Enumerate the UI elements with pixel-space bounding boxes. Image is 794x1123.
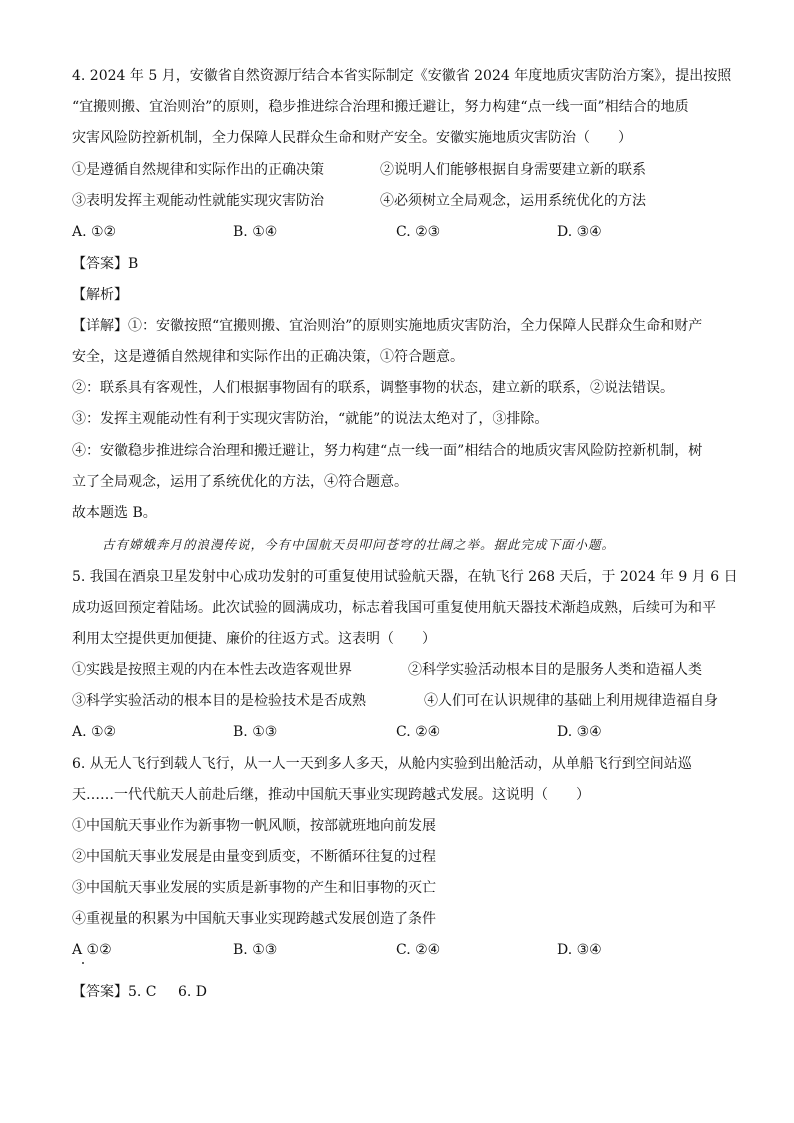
q6-option-a: A ①② [72,942,112,958]
q4-detail-line-2: 安全，这是遵循自然规律和实际作出的正确决策，①符合题意。 [72,349,464,365]
q4-detail-line-1 [72,316,702,336]
answer-value: B [128,256,139,272]
q4-option-d: D. ③④ [557,224,602,240]
q6-item-2: ②中国航天事业发展是由量变到质变，不断循环往复的过程 [72,849,436,865]
q5-option-b: B. ①③ [233,724,278,740]
q4-detail-line-5: ④：安徽稳步推进综合治理和搬迁避让，努力构建“点一线一面”相结合的地质灾害风险防控新机制，树 [72,443,703,459]
stray-dot [82,962,84,964]
detail-text: ①：安徽按照“宜搬则搬、宜治则治”的原则实施地质灾害防治，全力保障人民群众生命和财产 [128,318,703,334]
q4-stem-line-1: 4. 2024 年 5 月，安徽省自然资源厅结合本省实际制定《安徽省 2024 年度地质灾害防治方案》，提出按照 [72,68,732,84]
q5-option-a: A. ①② [72,724,117,740]
q5-items-row-2 [72,691,732,711]
q6-option-c: C. ②④ [396,942,441,958]
q5-stem-line-1: 5. 我国在酒泉卫星发射中心成功发射的可重复使用试验航天器，在轨飞行 268 天后，于 2024 年 9 月 6 日 [72,569,738,585]
q4-option-b: B. ①④ [233,224,278,240]
q5-option-d: D. ③④ [557,724,602,740]
detail-tag: 【详解】 [72,318,128,334]
q5-item-2: ②科学实验活动根本目的是服务人类和造福人类 [408,662,702,678]
q5-item-4: ④人们可在认识规律的基础上利用规律造福自身 [424,693,718,709]
q4-item-1: ①是遵循自然规律和实际作出的正确决策 [72,162,324,178]
q5-q6-answer [72,982,732,1002]
q6-item-3: ③中国航天事业发展的实质是新事物的产生和旧事物的灭亡 [72,880,436,896]
q4-item-4: ④必须树立全局观念，运用系统优化的方法 [380,193,646,209]
q4-answer [72,254,138,274]
q4-detail-line-7: 故本题选 B。 [72,505,157,521]
q6-option-d: D. ③④ [557,942,602,958]
q4-option-a: A. ①② [72,224,117,240]
q5-option-c: C. ②④ [396,724,441,740]
q4-analysis-tag: 【解析】 [72,287,128,303]
q6-stem-line-2: 天……一代代航天人前赴后继，推动中国航天事业实现跨越式发展。这说明（ ） [72,787,590,803]
q6-options [72,940,732,960]
q5-stem-line-2: 成功返回预定着陆场。此次试验的圆满成功，标志着我国可重复使用航天器技术渐趋成熟，后续可为和平 [72,600,716,616]
answer-5: 5. C [128,984,157,1000]
q4-stem-line-3: 灾害风险防控新机制，全力保障人民群众生命和财产安全。安徽实施地质灾害防治（ ） [72,130,632,146]
q4-detail-line-4: ③：发挥主观能动性有利于实现灾害防治，“就能”的说法太绝对了，③排除。 [72,411,549,427]
answer-tag: 【答案】 [72,256,128,272]
q4-detail-line-6: 立了全局观念，运用了系统优化的方法，④符合题意。 [72,474,408,490]
q6-stem-line-1: 6. 从无人飞行到载人飞行，从一人一天到多人多天，从舱内实验到出舱活动，从单船飞行到空间站巡 [72,756,692,772]
q6-item-4: ④重视量的积累为中国航天事业实现跨越式发展创造了条件 [72,911,436,927]
q6-item-1: ①中国航天事业作为新事物一帆风顺，按部就班地向前发展 [72,818,436,834]
q5-item-1: ①实践是按照主观的内在本性去改造客观世界 [72,662,352,678]
q5-stem-line-3: 利用太空提供更加便捷、廉价的往返方式。这表明（ ） [72,631,436,647]
section-intro: 古有嫦娥奔月的浪漫传说，今有中国航天员叩问苍穹的壮阔之举。据此完成下面小题。 [102,537,616,552]
q4-item-3: ③表明发挥主观能动性就能实现灾害防治 [72,193,324,209]
q4-items-row-1 [72,160,732,180]
q4-items-row-2 [72,191,732,211]
q4-stem-line-2: “宜搬则搬、宜治则治”的原则，稳步推进综合治理和搬迁避让，努力构建“点一线一面”相结合的地质 [72,99,689,115]
q4-option-c: C. ②③ [396,224,441,240]
answer-6: 6. D [178,984,208,1000]
q6-option-b: B. ①③ [233,942,278,958]
q5-options [72,722,732,742]
q4-item-2: ②说明人们能够根据自身需要建立新的联系 [380,162,646,178]
q5-item-3: ③科学实验活动的根本目的是检验技术是否成熟 [72,693,366,709]
q4-options [72,222,732,242]
q4-detail-line-3: ②：联系具有客观性，人们根据事物固有的联系，调整事物的状态，建立新的联系，②说法错误。 [72,380,674,396]
answer-tag: 【答案】 [72,984,128,1000]
q5-items-row-1 [72,660,732,680]
